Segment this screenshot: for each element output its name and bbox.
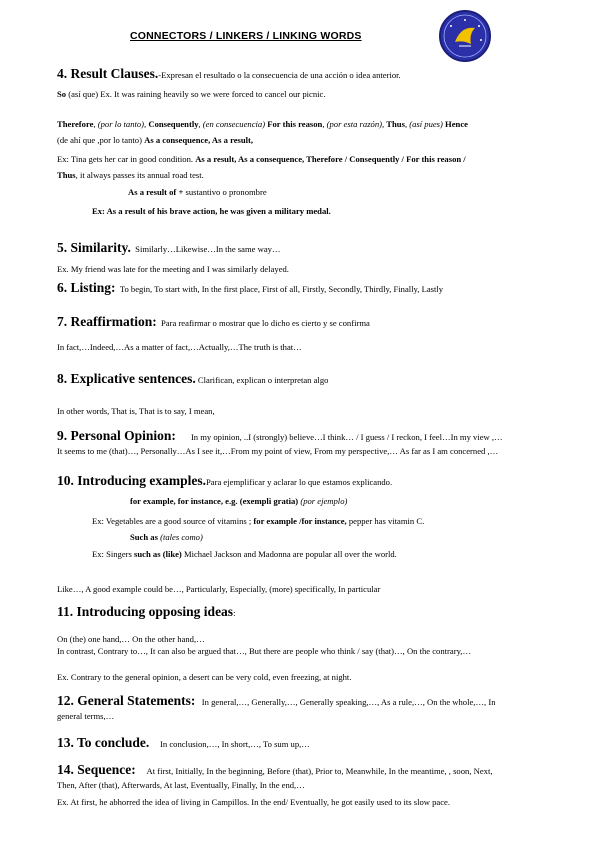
result-connectors-line-1: Therefore, (por lo tanto), Consequently, (en consecuencia) For this reason, (por esta razón), Thus, (así pues) Hence <box>57 119 468 129</box>
section-13-heading: 13. To conclude. <box>57 735 150 750</box>
section-4-heading-line: 4. Result Clauses.-Expresan el resultado o la consecuencia de una acción o idea anterior. <box>57 66 401 81</box>
section-8-heading: 8. Explicative sentences. <box>57 371 196 386</box>
as-a-result-of-example: Ex: As a result of his brave action, he was given a military medal. <box>92 206 331 216</box>
section-14-heading: 14. Sequence: <box>57 762 136 777</box>
section-7-list: In fact,…Indeed,…As a matter of fact,…Actually,…The truth is that… <box>57 342 302 352</box>
section-14-example: Ex. At first, he abhorred the idea of living in Campillos. In the end/ Eventually, he got easily used to its slow pace. <box>57 797 450 807</box>
section-11-heading-line: 11. Introducing opposing ideas: <box>57 604 236 619</box>
section-5-heading-line: 5. Similarity. Similarly…Likewise…In the same way… <box>57 240 281 255</box>
section-11-line-1: On (the) one hand,… On the other hand,… <box>57 634 205 644</box>
section-10-heading: 10. Introducing examples. <box>57 473 207 488</box>
section-10-more: Like…, A good example could be…, Particularly, Especially, (more) specifically, In particular <box>57 584 381 594</box>
section-12-heading: 12. General Statements: <box>57 693 196 708</box>
section-5-example: Ex. My friend was late for the meeting and I was similarly delayed. <box>57 264 289 274</box>
section-13-heading-line: 13. To conclude. In conclusion,…, In short,…, To sum up,… <box>57 735 310 750</box>
as-a-result-of-rule: As a result of + sustantivo o pronombre <box>128 187 267 197</box>
for-example-example: Ex: Vegetables are a good source of vitamins ; for example /for instance, pepper has vitamin C. <box>92 516 425 526</box>
result-example-line-1: Ex: Tina gets her car in good condition. As a result, As a consequence, Therefore / Consequently / For this reason / <box>57 154 466 164</box>
page-title: CONNECTORS / LINKERS / LINKING WORDS <box>130 30 362 42</box>
result-example-line-2: Thus, it always passes its annual road test. <box>57 170 204 180</box>
section-11-heading: 11. Introducing opposing ideas <box>57 604 234 619</box>
section-11-example: Ex. Contrary to the general opinion, a desert can be very cold, even freezing, at night. <box>57 672 352 682</box>
so-line: So (así que) Ex. It was raining heavily so we were forced to cancel our picnic. <box>57 89 326 99</box>
section-12-line-2: general terms,… <box>57 711 115 721</box>
section-7-heading: 7. Reaffirmation: <box>57 314 157 329</box>
section-8-heading-line: 8. Explicative sentences. Clarifican, explican o interpretan algo <box>57 371 329 386</box>
for-example-line: for example, for instance, e.g. (exempli gratia) (por ejemplo) <box>130 496 348 506</box>
school-crest-logo <box>439 10 491 62</box>
such-as-line: Such as (tales como) <box>130 532 203 542</box>
such-as-example: Ex: Singers such as (like) Michael Jackson and Madonna are popular all over the world. <box>92 549 397 559</box>
section-10-heading-line: 10. Introducing examples.Para ejemplificar y aclarar lo que estamos explicando. <box>57 473 393 488</box>
section-5-heading: 5. Similarity. <box>57 240 131 255</box>
section-9-heading-line: 9. Personal Opinion: In my opinion, ..I (strongly) believe…I think… / I guess / I reckon, I feel…In my view ,… <box>57 428 503 443</box>
section-9-line-2: It seems to me (that)…, Personally…As I see it,…From my point of view, From my perspective,… As far as I am concerned ,… <box>57 446 499 456</box>
section-14-line-2: Then, After (that), Afterwards, At last, Eventually, Finally, In the end,… <box>57 780 305 790</box>
section-4-heading: 4. Result Clauses. <box>57 66 159 81</box>
section-8-list: In other words, That is, That is to say, I mean, <box>57 406 215 416</box>
section-11-line-2: In contrast, Contrary to…, It can also be argued that…, But there are people who think / say (that)…, On the contrary,… <box>57 646 472 656</box>
section-12-heading-line: 12. General Statements: In general,…, Generally,…, Generally speaking,…, As a rule,…, On the whole,…, In <box>57 693 496 708</box>
section-9-heading: 9. Personal Opinion: <box>57 428 176 443</box>
section-6-heading-line: 6. Listing: To begin, To start with, In the first place, First of all, Firstly, Secondly, Thirdly, Finally, Lastly <box>57 280 444 295</box>
section-6-heading: 6. Listing: <box>57 280 116 295</box>
result-connectors-line-2: (de ahí que ,por lo tanto) As a consequence, As a result, <box>57 135 254 145</box>
section-14-heading-line: 14. Sequence: At first, Initially, In the beginning, Before (that), Prior to, Meanwhile, In the meantime, , soon, Next, <box>57 762 493 777</box>
section-7-heading-line: 7. Reaffirmation: Para reafirmar o mostrar que lo dicho es cierto y se confirma <box>57 314 370 329</box>
